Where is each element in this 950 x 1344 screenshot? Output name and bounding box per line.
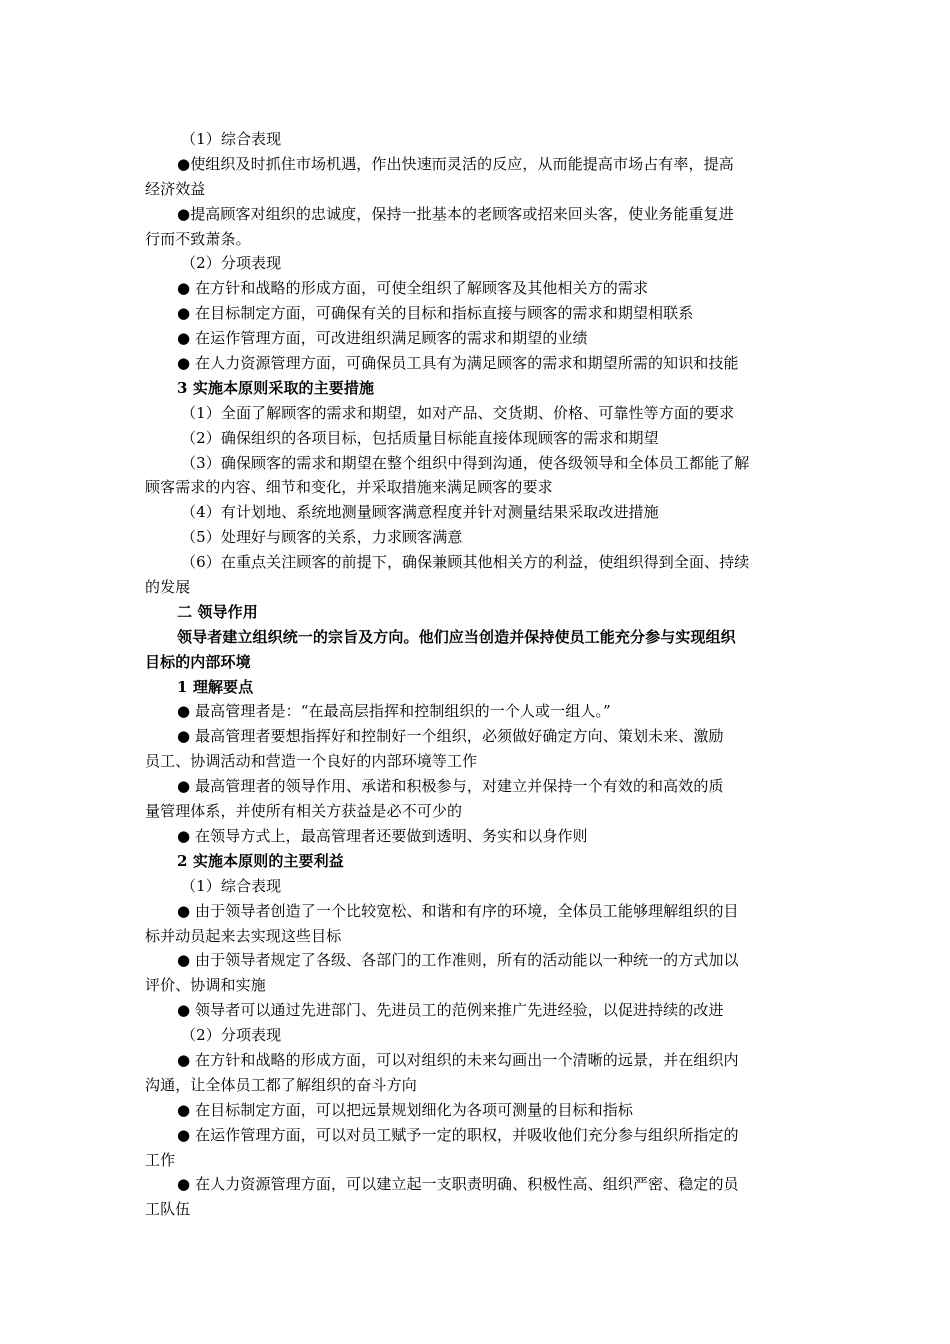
- section-heading-line: 3 实施本原则采取的主要措施: [177, 378, 375, 397]
- text-line: （5）处理好与顾客的关系，力求顾客满意: [181, 528, 463, 547]
- text-line: 行而不致萧条。: [145, 229, 251, 248]
- text-line: ● 在目标制定方面，可以把远景规划细化为各项可测量的目标和指标: [177, 1100, 633, 1119]
- text-line: 经济效益: [145, 179, 206, 198]
- text-line: ● 在人力资源管理方面，可确保员工具有为满足顾客的需求和期望所需的知识和技能: [177, 354, 739, 373]
- text-line: 评价、协调和实施: [145, 976, 266, 995]
- text-line: ● 最高管理者的领导作用、承诺和积极参与，对建立并保持一个有效的和高效的质: [177, 777, 724, 796]
- section-heading-line: 1 理解要点: [177, 677, 254, 696]
- text-line: ●使组织及时抓住市场机遇，作出快速而灵活的反应，从而能提高市场占有率，提高: [177, 154, 734, 173]
- text-line: （2）确保组织的各项目标，包括质量目标能直接体现顾客的需求和期望: [181, 428, 659, 447]
- section-heading-line: 二 领导作用: [177, 602, 258, 621]
- text-line: ● 由于领导者规定了各级、各部门的工作准则，所有的活动能以一种统一的方式加以: [177, 951, 739, 970]
- text-line: ● 在运作管理方面，可以对员工赋予一定的职权，并吸收他们充分参与组织所指定的: [177, 1125, 739, 1144]
- text-line: （3）确保顾客的需求和期望在整个组织中得到沟通，使各级领导和全体员工都能了解: [181, 453, 750, 472]
- text-line: （1）全面了解顾客的需求和期望，如对产品、交货期、价格、可靠性等方面的要求: [181, 403, 735, 422]
- text-line: 员工、协调活动和营造一个良好的内部环境等工作: [145, 752, 478, 771]
- text-line: ● 在运作管理方面，可改进组织满足顾客的需求和期望的业绩: [177, 329, 588, 348]
- text-line: 的发展: [145, 578, 191, 597]
- section-heading-line: 领导者建立组织统一的宗旨及方向。他们应当创造并保持使员工能充分参与实现组织: [177, 627, 736, 646]
- text-line: 工作: [145, 1150, 176, 1169]
- text-line: ● 最高管理者要想指挥好和控制好一个组织，必须做好确定方向、策划未来、激励: [177, 727, 724, 746]
- text-line: （1）综合表现: [181, 130, 282, 148]
- text-line: 工队伍: [145, 1200, 191, 1219]
- text-line: 顾客需求的内容、细节和变化，并采取措施来满足顾客的要求: [145, 478, 553, 497]
- text-line: （1）综合表现: [181, 876, 282, 895]
- text-line: （2）分项表现: [181, 1026, 282, 1045]
- text-line: 沟通，让全体员工都了解组织的奋斗方向: [145, 1075, 417, 1094]
- text-line: （2）分项表现: [181, 254, 282, 273]
- text-line: ● 最高管理者是：“在最高层指挥和控制组织的一个人或一组人。”: [177, 702, 611, 721]
- text-line: ● 在人力资源管理方面，可以建立起一支职责明确、积极性高、组织严密、稳定的员: [177, 1175, 739, 1194]
- text-line: ● 在方针和战略的形成方面，可以对组织的未来勾画出一个清晰的远景，并在组织内: [177, 1050, 739, 1069]
- section-heading-line: 目标的内部环境: [145, 652, 251, 671]
- text-line: 标并动员起来去实现这些目标: [145, 926, 342, 945]
- document-page: [145, 127, 810, 1222]
- text-line: ●提高顾客对组织的忠诚度，保持一批基本的老顾客或招来回头客，使业务能重复进: [177, 204, 734, 223]
- text-line: ● 在目标制定方面，可确保有关的目标和指标直接与顾客的需求和期望相联系: [177, 304, 694, 323]
- text-line: ● 领导者可以通过先进部门、先进员工的范例来推广先进经验，以促进持续的改进: [177, 1001, 724, 1020]
- text-line: ● 由于领导者创造了一个比较宽松、和谐和有序的环境，全体员工能够理解组织的目: [177, 901, 739, 920]
- section-heading-line: 2 实施本原则的主要利益: [177, 851, 344, 870]
- text-line: ● 在领导方式上，最高管理者还要做到透明、务实和以身作则: [177, 826, 588, 845]
- text-line: （4）有计划地、系统地测量顾客满意程度并针对测量结果采取改进措施: [181, 503, 659, 522]
- text-line: 量管理体系，并使所有相关方获益是必不可少的: [145, 802, 463, 821]
- text-line: （6）在重点关注顾客的前提下，确保兼顾其他相关方的利益，使组织得到全面、持续: [181, 553, 750, 572]
- text-line: ● 在方针和战略的形成方面，可使全组织了解顾客及其他相关方的需求: [177, 279, 649, 298]
